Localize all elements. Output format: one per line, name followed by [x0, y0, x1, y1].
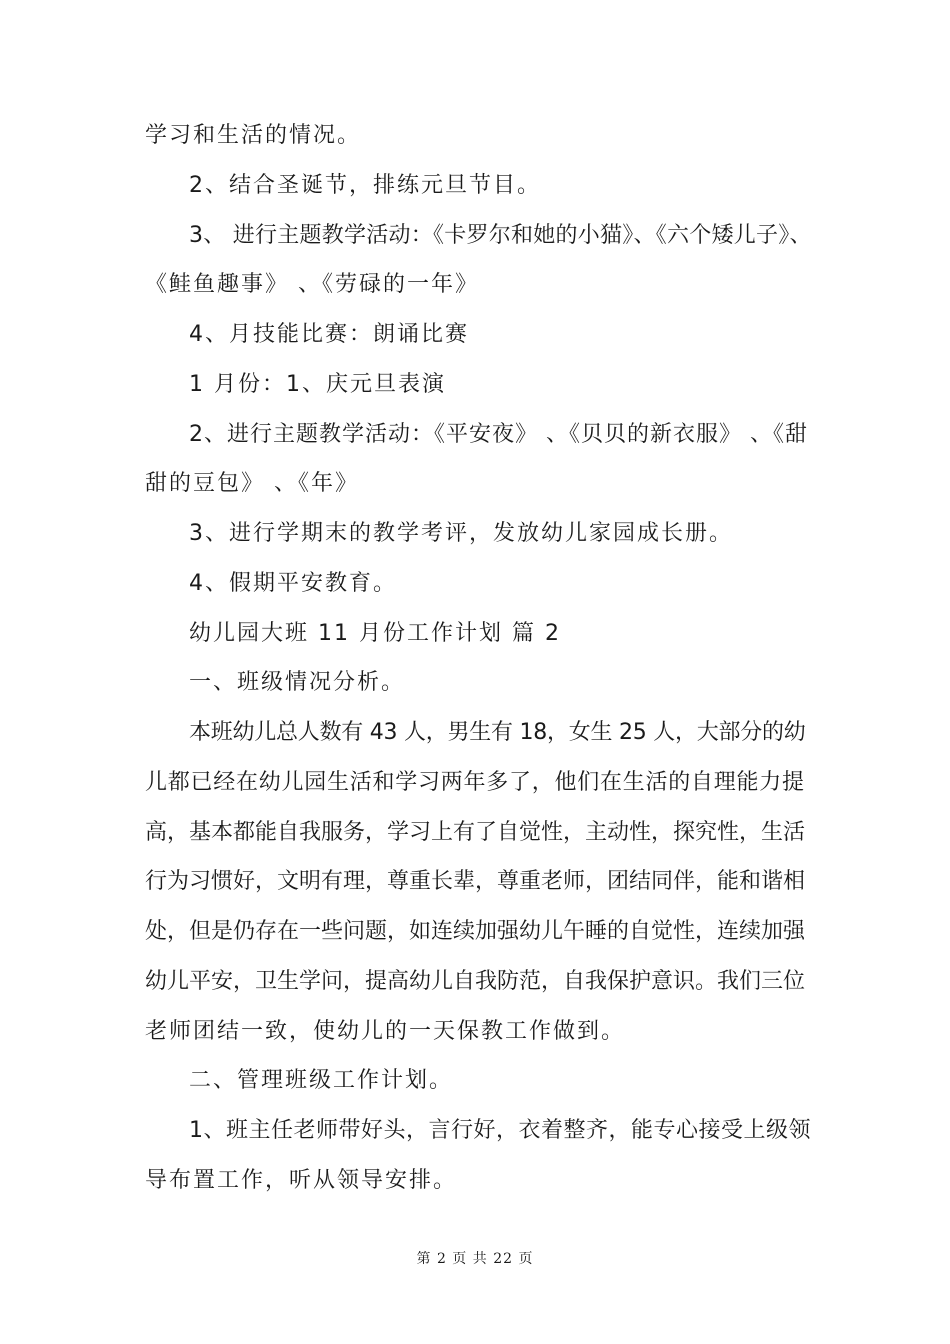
- page-number-footer: 第 2 页 共 22 页: [416, 1251, 534, 1267]
- text-line: 4、假期平安教育。: [189, 571, 397, 596]
- section-heading: 二、管理班级工作计划。: [189, 1068, 454, 1093]
- text-line: 1 月份：1、庆元旦表演: [189, 372, 446, 397]
- text-line: 1、班主任老师带好头，言行好，衣着整齐，能专心接受上级领: [189, 1118, 811, 1143]
- text-line: 学习和生活的情况。: [145, 123, 362, 148]
- text-line: 3、进行学期末的教学考评，发放幼儿家园成长册。: [189, 521, 733, 546]
- text-line: 处，但是仍存在一些问题，如连续加强幼儿午睡的自觉性，连续加强: [145, 919, 806, 944]
- text-line: 甜的豆包》 、《年》: [145, 471, 359, 496]
- text-line: 儿都已经在幼儿园生活和学习两年多了，他们在生活的自理能力提: [145, 770, 805, 795]
- section-heading: 一、班级情况分析。: [189, 670, 406, 695]
- text-line: 高，基本都能自我服务，学习上有了自觉性，主动性，探究性，生活: [145, 820, 806, 845]
- text-line: 老师团结一致，使幼儿的一天保教工作做到。: [145, 1019, 626, 1044]
- text-line: 行为习惯好，文明有理，尊重长辈，尊重老师，团结同伴，能和谐相: [145, 869, 806, 894]
- text-line: 3、 进行主题教学活动：《卡罗尔和她的小猫》、《六个矮儿子》、: [189, 223, 812, 248]
- text-line: 2、结合圣诞节，排练元旦节目。: [189, 173, 541, 198]
- section-heading: 幼儿园大班 11 月份工作计划 篇 2: [189, 621, 561, 646]
- text-line: 2、进行主题教学活动：《平安夜》 、《贝贝的新衣服》 、《甜: [189, 422, 808, 447]
- text-line: 幼儿平安，卫生学问，提高幼儿自我防范，自我保护意识。我们三位: [145, 969, 806, 994]
- text-line: 导布置工作，听从领导安排。: [145, 1168, 458, 1193]
- text-line: 4、月技能比赛：朗诵比赛: [189, 322, 469, 347]
- text-line: 本班幼儿总人数有 43 人，男生有 18，女生 25 人，大部分的幼: [189, 720, 806, 745]
- text-line: 《鲑鱼趣事》 、《劳碌的一年》: [145, 272, 479, 297]
